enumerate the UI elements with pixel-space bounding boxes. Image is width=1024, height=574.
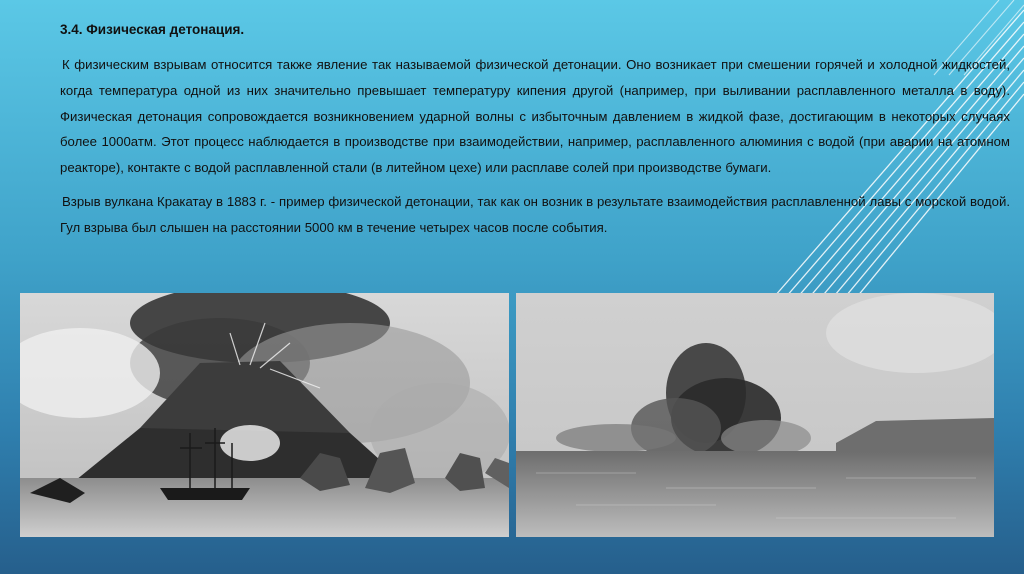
paragraph-physical-detonation: К физическим взрывам относится также явление так называемой физической детонации. Оно возникает при смешении горячей и холодной жидкостей, когда температура одной из них значительно превышает температуру кипения другой (например, при выливании расплавленного металла в воду). Физическая детонация сопровождается возникновением ударной волны с избыточным давлением в жидкой фазе, достигающим в некоторых случаях более 1000атм. Этот процесс наблюдается в производстве при взаимодействии, например, расплавленного алюминия с водой (при аварии на атомном реакторе), контакте с водой расплавленной стали (в литейном цехе) или расплаве солей при производстве бумаги. — [60, 57, 1010, 176]
slide-text — [60, 20, 1010, 241]
paragraph-krakatoa: Взрыв вулкана Кракатау в 1883 г. - пример физической детонации, так как он возник в результате взаимодействия расплавленной лавы с морской водой. Гул взрыва был слышен на расстоянии 5000 км в течение четырех часов после события. — [60, 193, 1010, 235]
section-heading: 3.4. Физическая детонация. — [60, 22, 245, 37]
volcano-eruption-photo — [20, 293, 509, 537]
sea-explosion-plume-photo — [516, 293, 994, 537]
